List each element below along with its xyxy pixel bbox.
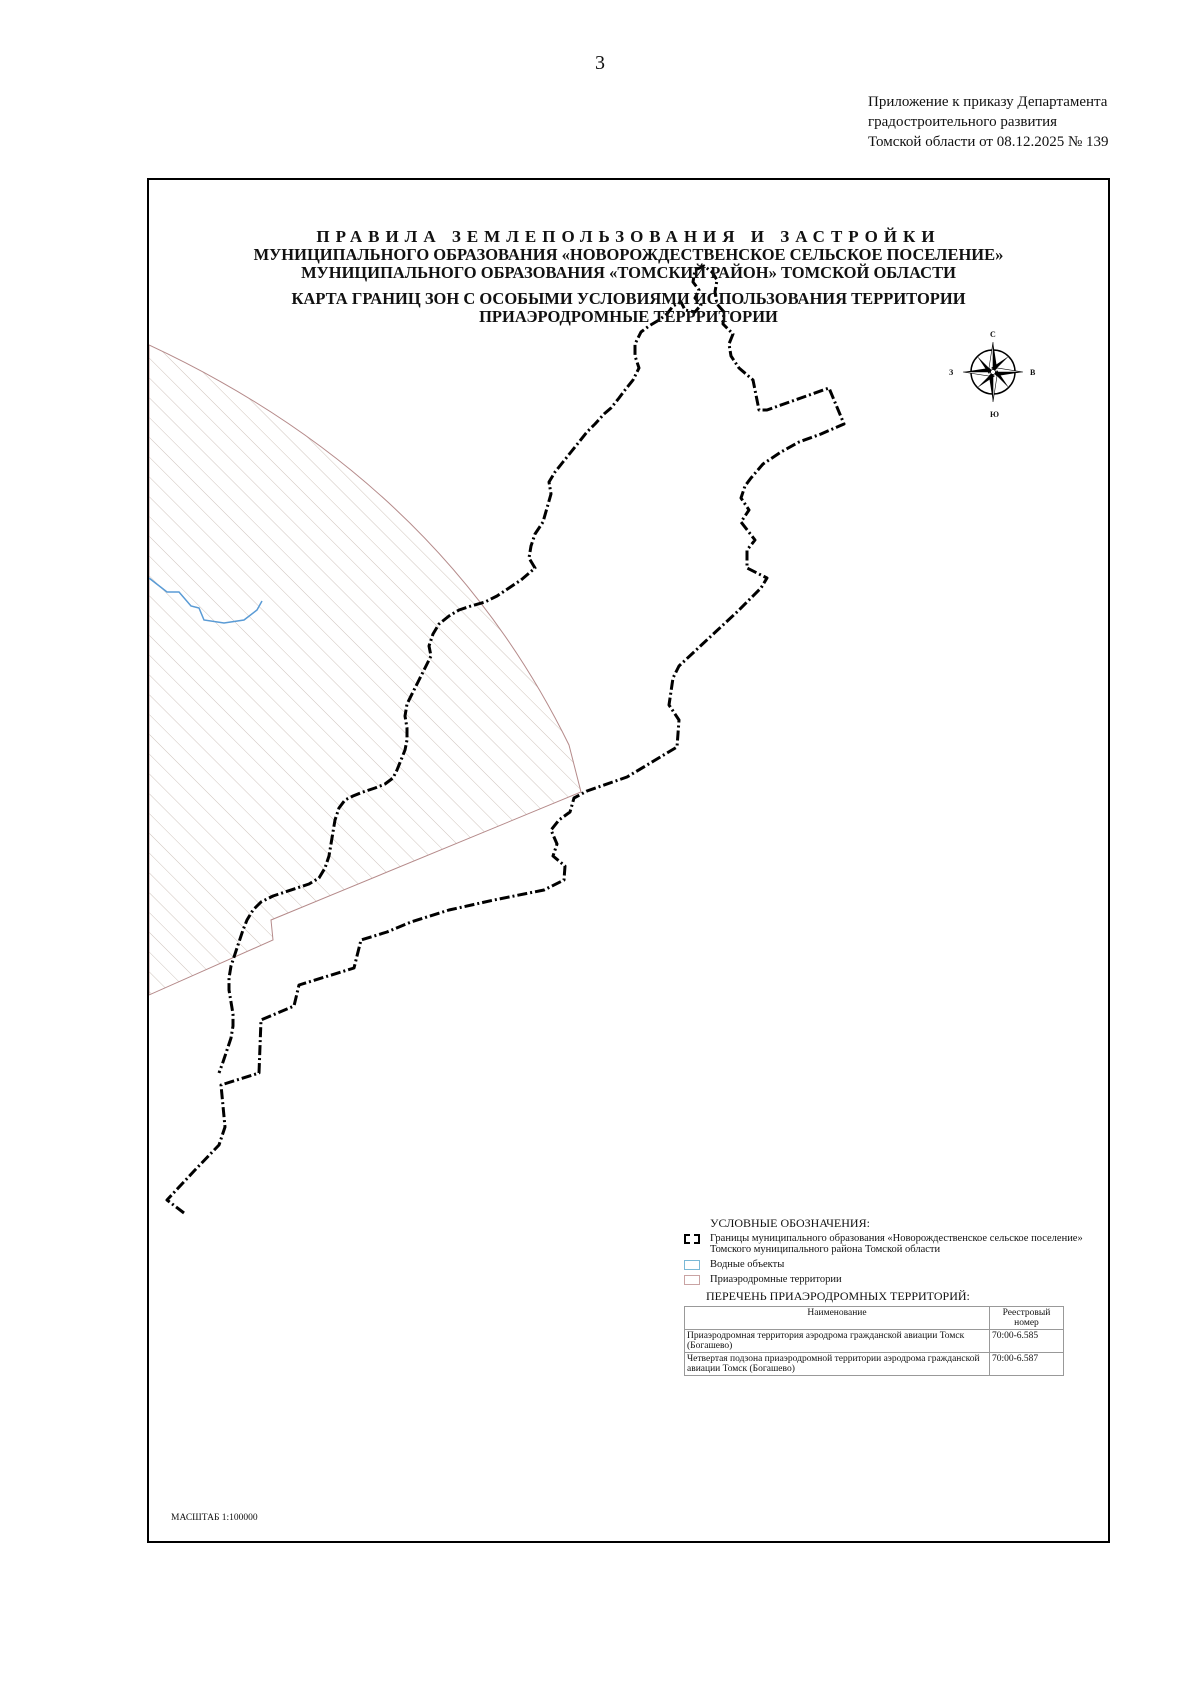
table-cell-name: Приаэродромная территория аэродрома гражданской авиации Томск (Богашево) [685,1330,990,1353]
legend-label-boundary: Границы муниципального образования «Новорождественское сельское поселение» Томского муниципального района Томской области [710,1233,1083,1255]
title-line-1: ПРАВИЛА ЗЕМЛЕПОЛЬЗОВАНИЯ И ЗАСТРОЙКИ [316,227,941,246]
table-row [685,1353,1064,1376]
map-titles [149,228,1108,326]
legend-title: УСЛОВНЫЕ ОБОЗНАЧЕНИЯ: [710,1216,870,1230]
table-row [685,1330,1064,1353]
page-number: 3 [595,52,605,74]
airfield-territory-icon [684,1275,700,1285]
table-cell-registry: 70:00-6.587 [990,1353,1064,1376]
title-line-5: ПРИАЭРОДРОМНЫЕ ТЕРРРИТОРИИ [479,307,778,326]
legend-item-water [684,1259,1084,1270]
title-line-3: МУНИЦИПАЛЬНОГО ОБРАЗОВАНИЯ «ТОМСКИЙ РАЙОН» ТОМСКОЙ ОБЛАСТИ [301,263,956,282]
appendix-line-3: Томской области от 08.12.2025 № 139 [868,134,1109,150]
legend-label-airfield: Приаэродромные территории [710,1274,842,1285]
map-legend [684,1218,1084,1376]
appendix-note [868,92,1109,152]
water-objects-icon [684,1260,700,1270]
novorozhdestvenskoe-border [167,266,844,1213]
table-header-row [685,1307,1064,1330]
boundary-dashed-icon [684,1234,700,1244]
airport-list-title: ПЕРЕЧЕНЬ ПРИАЭРОДРОМНЫХ ТЕРРИТОРИЙ: [706,1289,970,1303]
map-scale: МАСШТАБ 1:100000 [171,1513,258,1523]
appendix-line-2: градостроительного развития [868,114,1058,130]
legend-item-boundary [684,1233,1084,1255]
title-line-4: КАРТА ГРАНИЦ ЗОН С ОСОБЫМИ УСЛОВИЯМИ ИСПОЛЬЗОВАНИЯ ТЕРРИТОРИИ [291,289,966,308]
compass-west: З [949,368,954,377]
legend-item-airfield [684,1274,1084,1285]
airport-table [684,1306,1064,1376]
compass-south: Ю [990,410,1000,419]
table-cell-name: Четвертая подзона приаэродромной территории аэродрома гражданской авиации Томск (Богашево) [685,1353,990,1376]
title-line-2: МУНИЦИПАЛЬНОГО ОБРАЗОВАНИЯ «НОВОРОЖДЕСТВЕНСКОЕ СЕЛЬСКОЕ ПОСЕЛЕНИЕ» [253,245,1004,264]
legend-label-water: Водные объекты [710,1259,785,1270]
compass-rose-icon [961,340,1025,404]
compass-east: В [1030,368,1036,377]
appendix-line-1: Приложение к приказу Департамента [868,94,1108,110]
compass-north: С [990,330,996,339]
table-header-registry: Реестровый номер [990,1307,1064,1330]
table-header-name: Наименование [685,1307,990,1330]
map-frame [147,178,1110,1543]
table-cell-registry: 70:00-6.585 [990,1330,1064,1353]
